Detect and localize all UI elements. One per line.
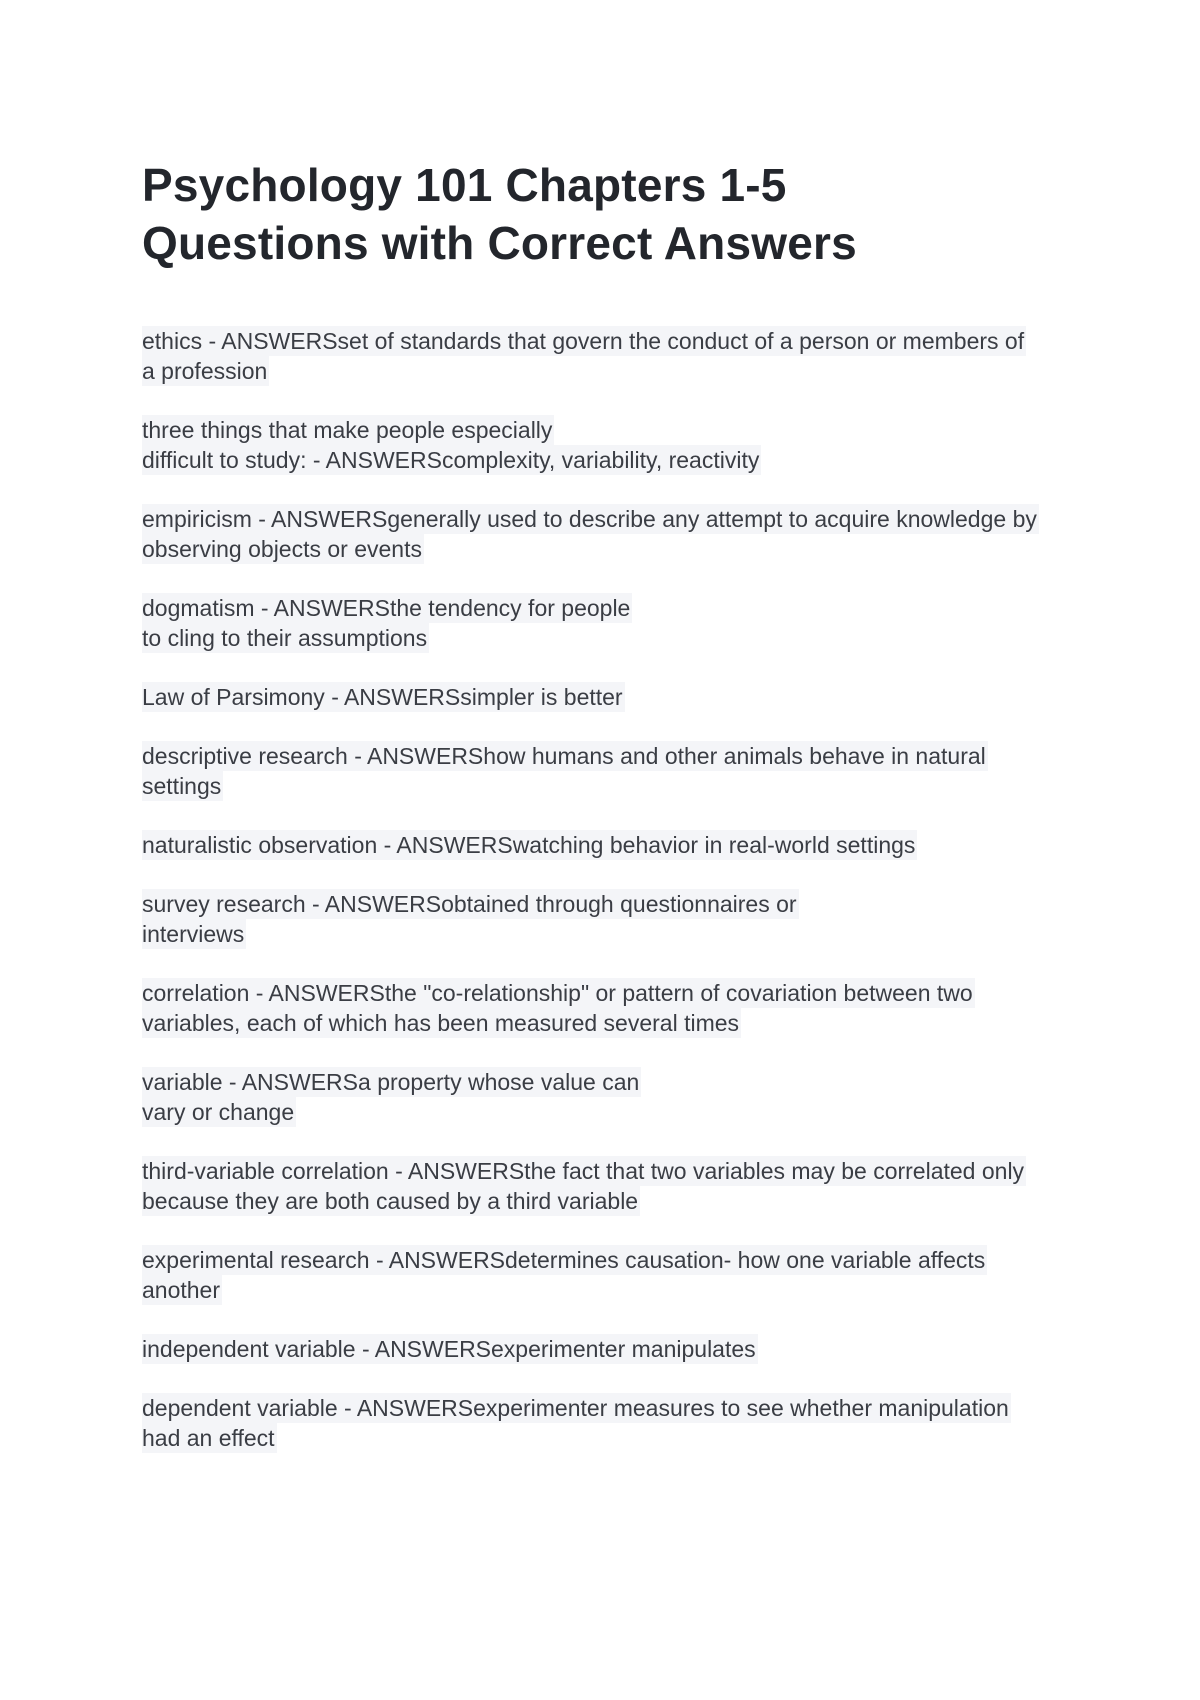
title-line-1: Psychology 101 Chapters 1-5: [142, 159, 787, 211]
qa-entry-line: to cling to their assumptions: [142, 625, 428, 651]
qa-entry-line: another: [142, 1277, 221, 1303]
qa-entry: [142, 1156, 1072, 1216]
qa-entry-line: dogmatism - ANSWERSthe tendency for people: [142, 595, 631, 621]
qa-entry: [142, 741, 1072, 801]
qa-entry: [142, 830, 1072, 860]
qa-entry: [142, 889, 1072, 949]
qa-entry: [142, 504, 1072, 564]
qa-entry: [142, 1245, 1072, 1305]
title-line-2: Questions with Correct Answers: [142, 217, 857, 269]
qa-entry-line: three things that make people especially: [142, 417, 553, 443]
qa-entry-line: because they are both caused by a third variable: [142, 1188, 639, 1214]
qa-entry: [142, 415, 1072, 475]
qa-entry-line: had an effect: [142, 1425, 275, 1451]
qa-entry: [142, 682, 1072, 712]
qa-entry-line: third-variable correlation - ANSWERSthe fact that two variables may be correlated only: [142, 1158, 1025, 1184]
qa-entry-line: experimental research - ANSWERSdetermines causation- how one variable affects: [142, 1247, 986, 1273]
qa-entry-line: variables, each of which has been measured several times: [142, 1010, 740, 1036]
qa-entry-line: difficult to study: - ANSWERScomplexity, variability, reactivity: [142, 447, 760, 473]
qa-entry: [142, 1334, 1072, 1364]
qa-entry: [142, 1067, 1072, 1127]
qa-entry-line: settings: [142, 773, 222, 799]
qa-entry-line: empiricism - ANSWERSgenerally used to describe any attempt to acquire knowledge by: [142, 506, 1037, 532]
qa-entry-line: Law of Parsimony - ANSWERSsimpler is better: [142, 684, 623, 710]
qa-entry-line: observing objects or events: [142, 536, 422, 562]
qa-entry-line: survey research - ANSWERSobtained through questionnaires or: [142, 891, 797, 917]
qa-entry: [142, 326, 1072, 386]
document-page: [142, 156, 1072, 1482]
qa-entry: [142, 593, 1072, 653]
page-title: [142, 156, 1072, 272]
qa-list: [142, 326, 1072, 1453]
qa-entry-line: a profession: [142, 358, 268, 384]
qa-entry-line: correlation - ANSWERSthe "co-relationship" or pattern of covariation between two: [142, 980, 973, 1006]
qa-entry: [142, 978, 1072, 1038]
qa-entry-line: ethics - ANSWERSset of standards that govern the conduct of a person or members of: [142, 328, 1025, 354]
qa-entry-line: variable - ANSWERSa property whose value can: [142, 1069, 640, 1095]
qa-entry-line: dependent variable - ANSWERSexperimenter measures to see whether manipulation: [142, 1395, 1009, 1421]
qa-entry-line: vary or change: [142, 1099, 295, 1125]
qa-entry-line: independent variable - ANSWERSexperimenter manipulates: [142, 1336, 756, 1362]
qa-entry: [142, 1393, 1072, 1453]
qa-entry-line: naturalistic observation - ANSWERSwatching behavior in real-world settings: [142, 832, 916, 858]
qa-entry-line: descriptive research - ANSWERShow humans and other animals behave in natural: [142, 743, 986, 769]
qa-entry-line: interviews: [142, 921, 245, 947]
